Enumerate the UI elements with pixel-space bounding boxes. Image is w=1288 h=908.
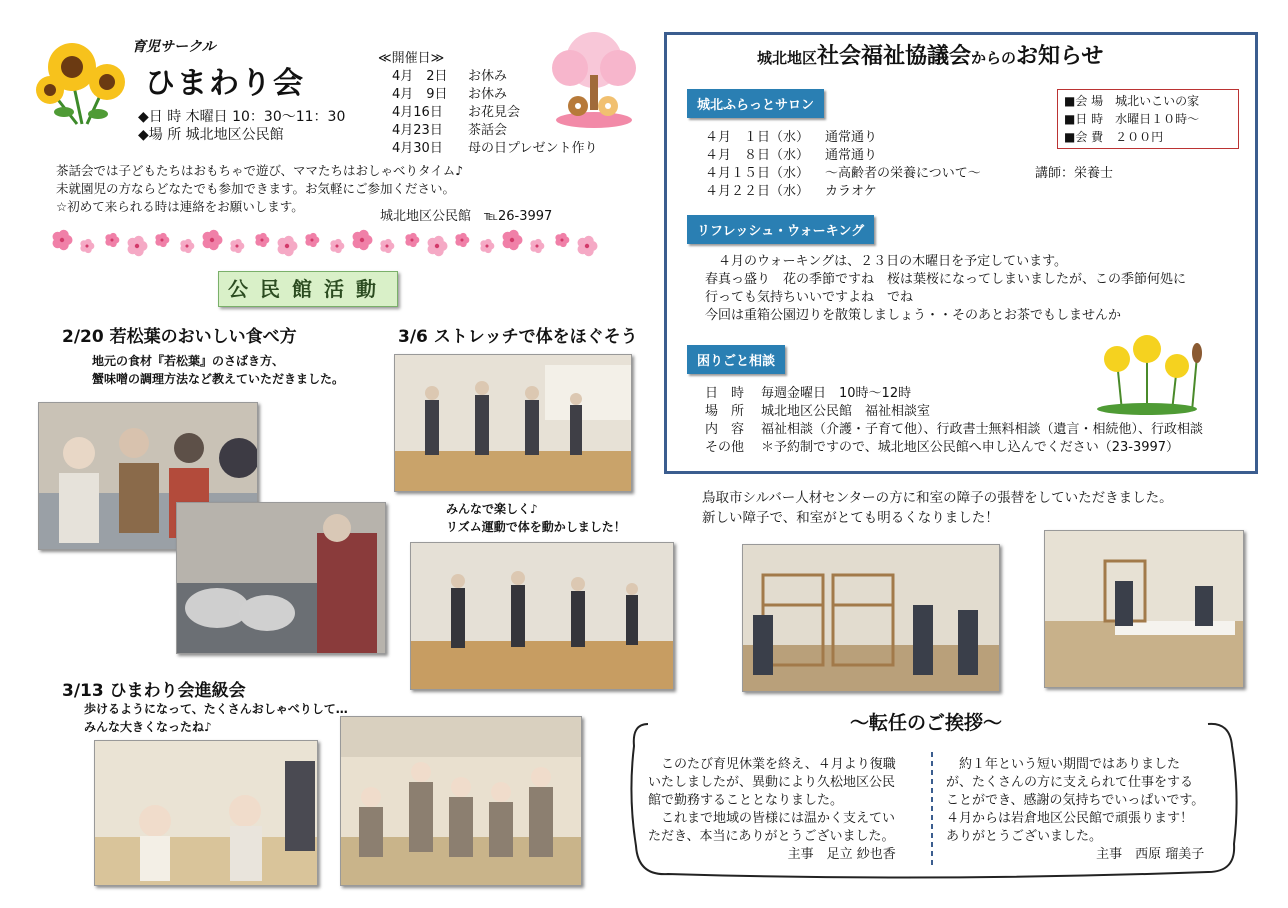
- shoji-line: 新しい障子で、和室がとても明るくなりました！: [702, 510, 999, 526]
- flower-center: [185, 244, 188, 247]
- flower-petal: [335, 239, 342, 246]
- schedule-date: 4月 2日: [392, 69, 448, 84]
- flower-center: [160, 238, 163, 241]
- consult-row: [705, 385, 1203, 403]
- salon-date: ４月１５日（水）: [705, 166, 810, 181]
- sakura-bears-icon: [548, 30, 640, 130]
- walking-text: [705, 253, 1186, 325]
- salon-text: カラオケ: [825, 184, 877, 199]
- walking-line: ４月のウォーキングは、２３日の木曜日を予定しています。: [705, 254, 1068, 269]
- flower-petal: [134, 236, 144, 246]
- flower-petal: [235, 239, 242, 246]
- flower-petal: [460, 233, 467, 240]
- walking-line: 行っても気持ちいいですよね でね: [705, 290, 914, 305]
- shoji-line: 鳥取市シルバー人材センターの方に和室の障子の張替をしていただきました。: [702, 490, 1173, 506]
- schedule-date: 4月 9日: [392, 87, 448, 102]
- farewell-signature: 主事 足立 紗也香: [787, 847, 896, 862]
- activities-heading: 公民館活動: [218, 271, 398, 307]
- flower-petal: [385, 239, 392, 246]
- title-mid: からの: [971, 49, 1017, 67]
- desc-line: 茶話会では子どもたちはおもちゃで遊び、ママたちはおしゃべりタイム♪: [56, 163, 464, 178]
- salon-text: ～高齢者の栄養について～: [825, 166, 981, 181]
- schedule-row: [392, 140, 597, 158]
- flower-center: [385, 244, 388, 247]
- flower-petal: [410, 233, 417, 240]
- flower-petal: [310, 233, 317, 240]
- flower-petal: [260, 233, 267, 240]
- farewell-line: 約１年という短い期間ではありました: [946, 757, 1181, 772]
- salon-date: ４月２２日（水）: [705, 184, 810, 199]
- flower-center: [85, 244, 88, 247]
- salon-row: [705, 165, 1113, 183]
- flower-center: [235, 244, 238, 247]
- flower-center: [535, 244, 538, 247]
- title-end: お知らせ: [1016, 44, 1104, 69]
- salon-text: 通常通り: [825, 130, 878, 145]
- stretch-caption: [446, 500, 626, 536]
- flower-petal: [535, 239, 542, 246]
- flower-center: [410, 238, 413, 241]
- circle-place: ◆場 所 城北地区公民館: [138, 127, 284, 143]
- farewell-line: ことができ、感謝の気持ちでいっぱいです。: [946, 793, 1205, 808]
- flower-center: [360, 238, 364, 242]
- photo-group: [340, 716, 582, 886]
- flower-petal: [509, 230, 519, 240]
- flower-petal: [485, 239, 492, 246]
- flower-center: [60, 238, 64, 242]
- salon-text: 通常通り: [825, 148, 878, 163]
- schedule-event: お休み: [468, 87, 508, 102]
- circle-datetime: ◆日 時 木曜日 10：30～11：30: [138, 109, 346, 125]
- photo-stretch-2: [410, 542, 674, 690]
- walking-line: 春真っ盛り 花の季節ですね 桜は葉桜になってしまいましたが、この季節何処に: [705, 272, 1187, 287]
- flower-center: [585, 244, 589, 248]
- consult-text: 福祉相談（介護・子育て他）、行政書士無料相談（遺言・相続他）、行政相談: [761, 422, 1204, 437]
- title-main: 社会福祉協議会: [817, 44, 972, 69]
- flower-petal: [359, 230, 369, 240]
- flower-center: [110, 238, 113, 241]
- flower-petal: [284, 236, 294, 246]
- salon-row: [705, 183, 1113, 201]
- flower-petal: [160, 233, 167, 240]
- consult-label: 内 容: [705, 422, 745, 437]
- photo-shoji-2: [1044, 530, 1244, 688]
- farewell-right: [946, 756, 1204, 864]
- flower-center: [260, 238, 263, 241]
- caption-line: 歩けるようになって、たくさんおしゃべりして…: [84, 702, 348, 716]
- flower-garland: [50, 228, 598, 258]
- farewell-line: 館で勤務することとなりました。: [648, 793, 844, 808]
- farewell-line: ただき、本当にありがとうございました。: [648, 829, 895, 844]
- flower-petal: [85, 239, 92, 246]
- himawari-title: 3/13 ひまわり会進級会: [62, 681, 246, 701]
- salon-row: [705, 147, 1113, 165]
- flower-petal: [584, 236, 594, 246]
- flower-center: [435, 244, 439, 248]
- consult-text: 毎週金曜日 10時～12時: [761, 386, 912, 401]
- consult-label: 日 時: [705, 386, 745, 401]
- consult-tag: 困りごと相談: [687, 345, 785, 374]
- schedule-event: 茶話会: [468, 123, 508, 138]
- consult-details: [705, 385, 1203, 457]
- flower-center: [510, 238, 514, 242]
- salon-info-line: ■日 時 水曜日１０時～: [1064, 112, 1200, 126]
- schedule-event: お休み: [468, 69, 508, 84]
- salon-schedule: [705, 129, 1113, 201]
- salon-date: ４月 １日（水）: [705, 130, 810, 145]
- consult-text: ＊予約制ですので、城北地区公民館へ申し込んでください（23-3997）: [761, 440, 1180, 455]
- consult-row: [705, 403, 1203, 421]
- sunflower-icon: [32, 32, 132, 127]
- circle-subtitle: 育児サークル: [132, 39, 216, 55]
- farewell-left: [648, 756, 896, 864]
- schedule-date: 4月23日: [392, 123, 443, 138]
- notice-title: [757, 39, 1103, 70]
- farewell-line: ４月からは岩倉地区公民館で頑張ります！: [946, 811, 1194, 826]
- caption-line: 地元の食材『若松葉』のさばき方、: [92, 354, 285, 368]
- schedule-date: 4月30日: [392, 141, 443, 156]
- farewell-line: このたび育児休業を終え、４月より復職: [648, 757, 896, 772]
- salon-date: ４月 ８日（水）: [705, 148, 810, 163]
- photo-cooking-2: [176, 502, 386, 654]
- salon-info-line: ■会 費 ２００円: [1064, 130, 1164, 144]
- himawari-caption: [84, 700, 348, 736]
- flower-center: [135, 244, 139, 248]
- farewell-title: ～転任のご挨拶～: [842, 708, 1010, 735]
- flower-center: [485, 244, 488, 247]
- stretch-title: 3/6 ストレッチで体をほぐそう: [398, 327, 638, 347]
- flower-petal: [209, 230, 219, 240]
- consult-text: 城北地区公民館 福祉相談室: [761, 404, 931, 419]
- wakamatsuba-caption: [92, 352, 344, 388]
- flower-center: [335, 244, 338, 247]
- schedule-date: 4月16日: [392, 105, 443, 120]
- title-prefix: 城北地区: [757, 49, 818, 67]
- salon-info-line: ■会 場 城北いこいの家: [1064, 94, 1200, 108]
- shoji-caption: [702, 488, 1173, 528]
- caption-line: みんなで楽しく♪: [446, 502, 538, 516]
- consult-row: [705, 439, 1203, 457]
- schedule-heading: ≪開催日≫: [378, 51, 445, 66]
- flower-petal: [59, 230, 69, 240]
- desc-line: ☆初めて来られる時は連絡をお願いします。: [56, 199, 304, 214]
- consult-label: 場 所: [705, 404, 745, 419]
- farewell-line: いたしましたが、異動により久松地区公民: [648, 775, 896, 790]
- photo-stretch-1: [394, 354, 632, 492]
- caption-line: リズム運動で体を動かしました！: [446, 520, 626, 534]
- salon-tag: 城北ふらっとサロン: [687, 89, 824, 118]
- farewell-signature: 主事 西原 瑠美子: [1096, 847, 1205, 862]
- photo-children: [94, 740, 318, 886]
- consult-label: その他: [705, 440, 745, 455]
- schedule-event: 母の日プレゼント作り: [468, 141, 598, 156]
- flower-center: [460, 238, 463, 241]
- walking-tag: リフレッシュ・ウォーキング: [687, 215, 874, 244]
- flower-center: [285, 244, 289, 248]
- caption-line: 蟹味噌の調理方法など教えていただきました。: [92, 372, 345, 386]
- farewell-line: が、たくさんの方に支えられて仕事をする: [946, 775, 1194, 790]
- photo-shoji-1: [742, 544, 1000, 692]
- circle-title: ひまわり会: [145, 66, 305, 101]
- notice-box: [664, 32, 1258, 474]
- schedule-event: お花見会: [468, 105, 521, 120]
- circle-contact: 城北地区公民館 ℡26-3997: [380, 209, 553, 224]
- farewell-line: これまで地域の皆様には温かく支えてい: [648, 811, 896, 826]
- flower-center: [310, 238, 313, 241]
- flower-petal: [434, 236, 444, 246]
- flower-center: [210, 238, 214, 242]
- flower-petal: [110, 233, 117, 240]
- flower-center: [560, 238, 563, 241]
- caption-line: みんな大きくなったね♪: [84, 720, 212, 734]
- consult-row: [705, 421, 1203, 439]
- salon-extra: 講師：栄養士: [1035, 166, 1114, 181]
- farewell-line: ありがとうございました。: [946, 829, 1103, 844]
- flower-petal: [185, 239, 192, 246]
- desc-line: 未就園児の方ならどなたでも参加できます。お気軽にご参加ください。: [56, 181, 456, 196]
- salon-row: [705, 129, 1113, 147]
- flower-petal: [560, 233, 567, 240]
- walking-line: 今回は重箱公園辺りを散策しましょう・・そのあとお茶でもしませんか: [705, 308, 1122, 323]
- wakamatsuba-title: 2/20 若松葉のおいしい食べ方: [62, 327, 297, 347]
